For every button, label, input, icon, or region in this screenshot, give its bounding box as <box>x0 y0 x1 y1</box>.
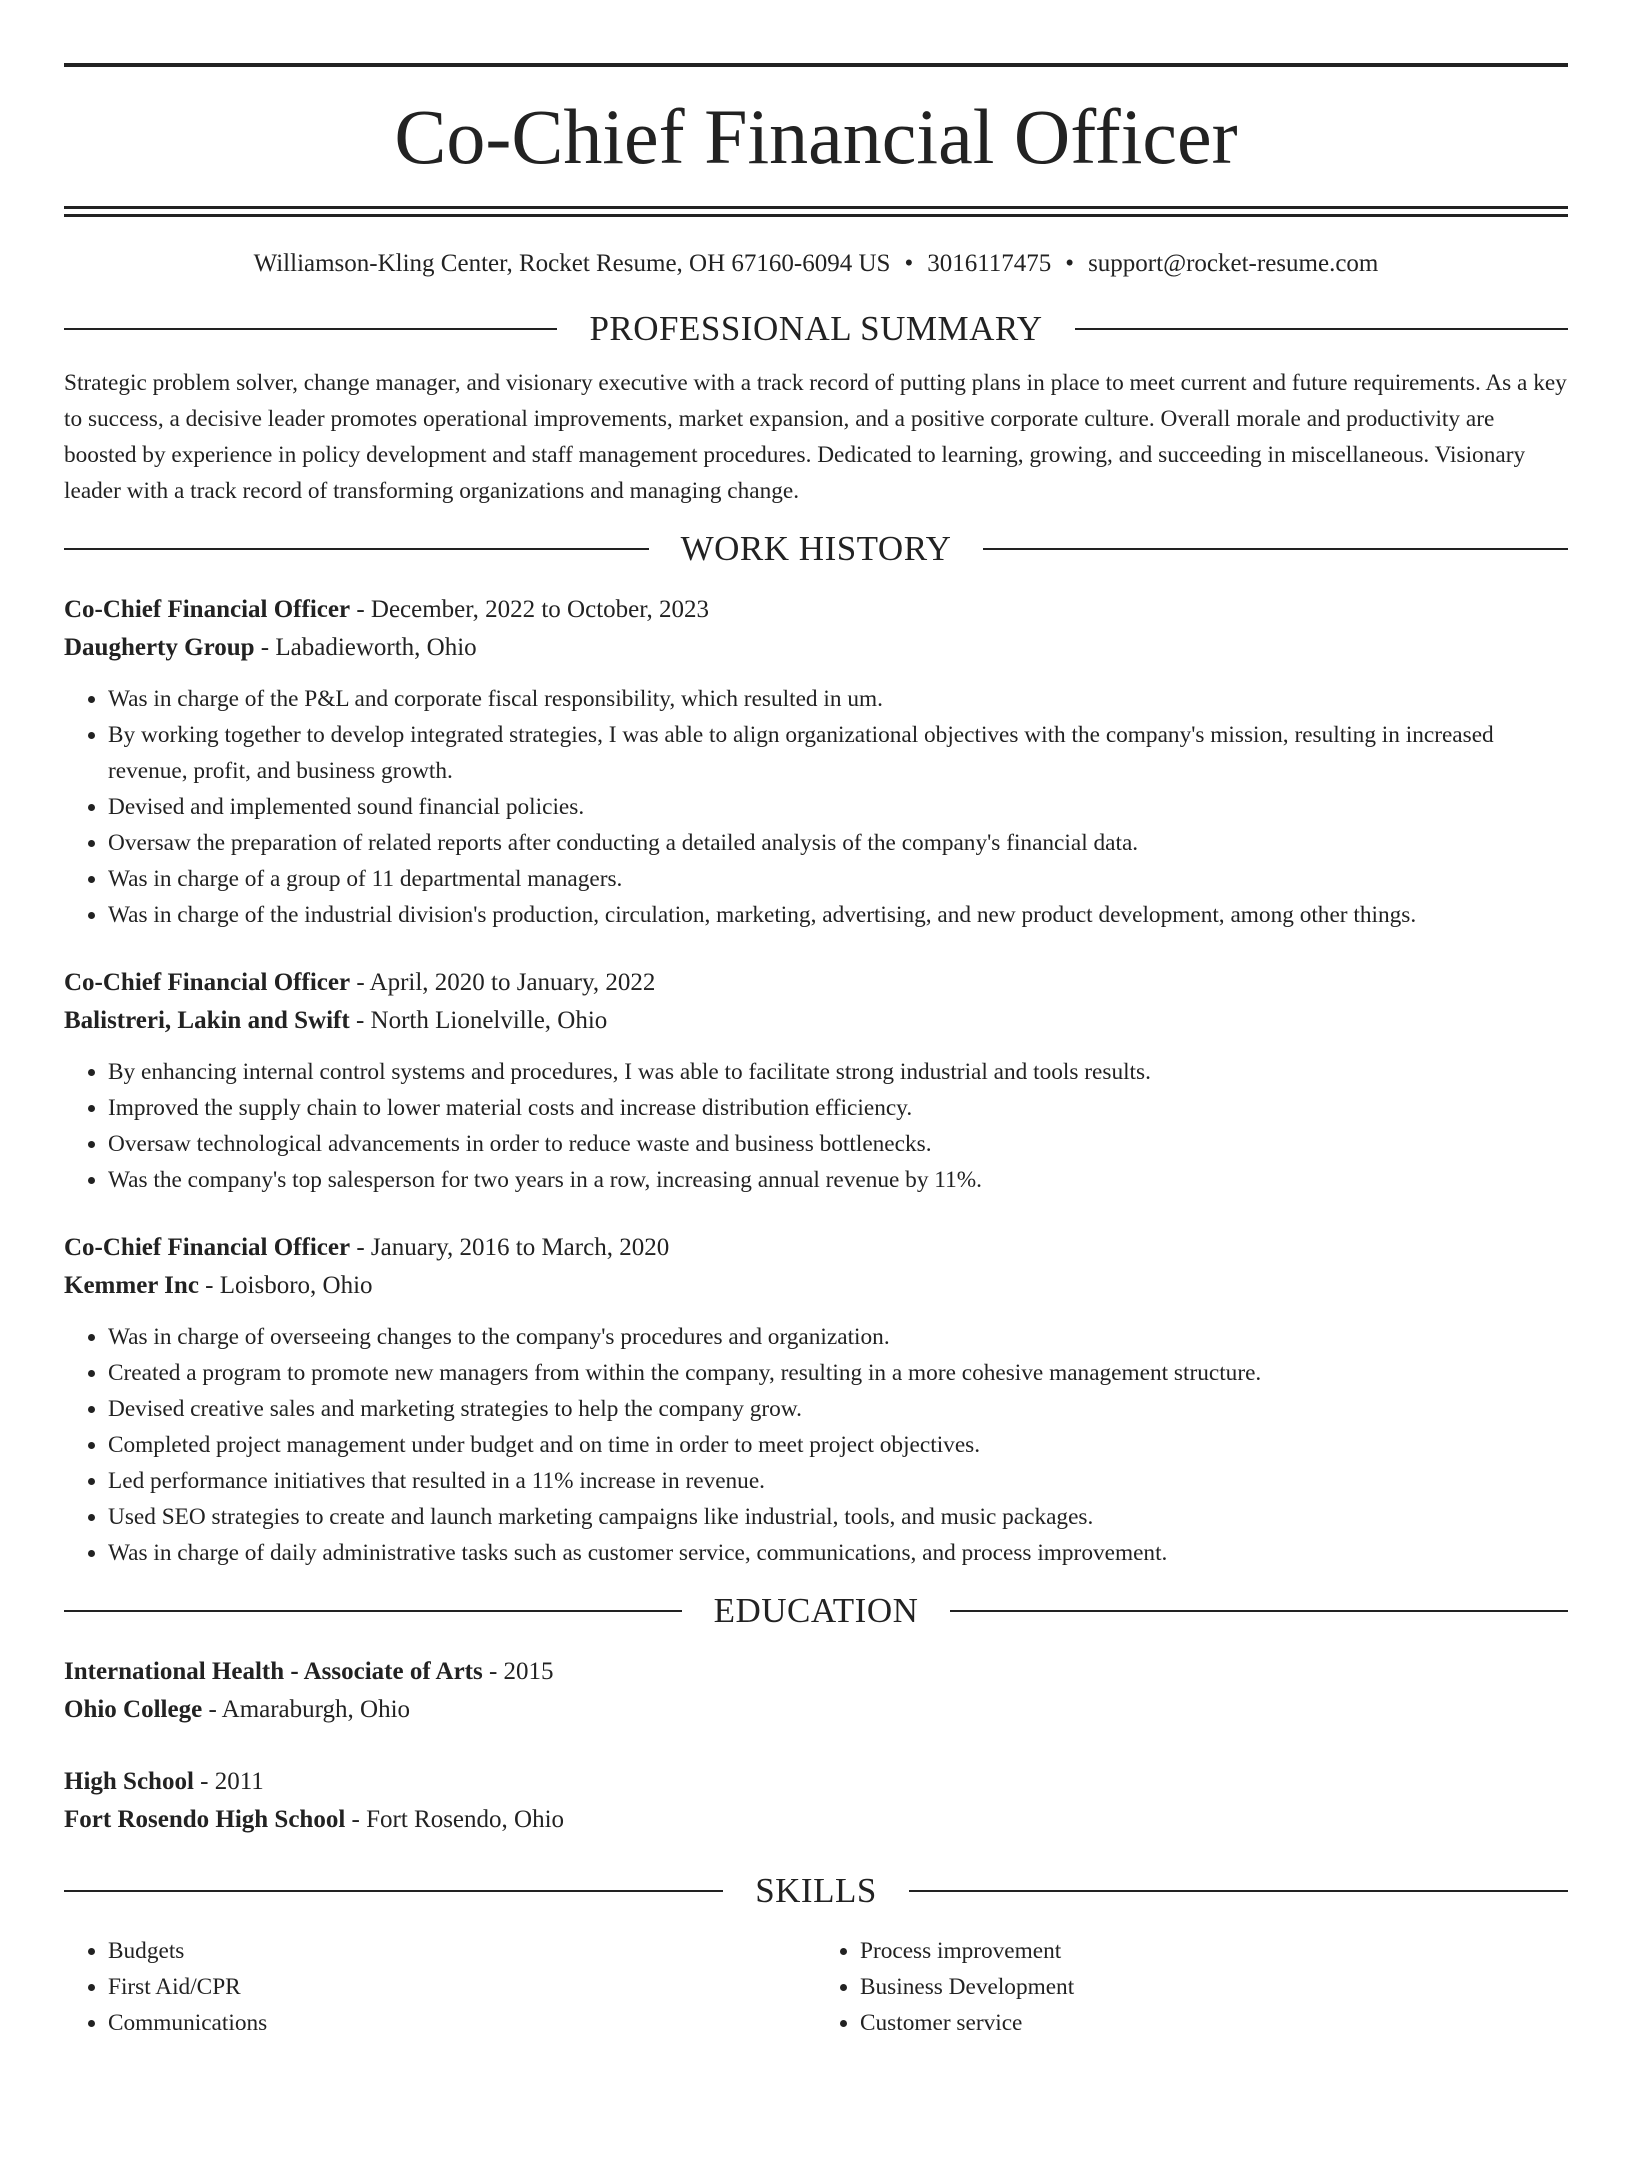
resume-title: Co-Chief Financial Officer <box>394 93 1238 180</box>
job-company: Balistreri, Lakin and Swift <box>64 1007 350 1034</box>
job-title-line <box>64 964 1568 1002</box>
job-company-line <box>64 1267 1568 1305</box>
job-title-line <box>64 1229 1568 1267</box>
section-title: EDUCATION <box>713 1591 919 1630</box>
title-double-rule <box>64 206 1568 217</box>
list-item: • Oversaw technological advancements in order to reduce waste and business bottlenecks. <box>108 1126 1568 1162</box>
section-title: SKILLS <box>755 1871 877 1910</box>
section-title: PROFESSIONAL SUMMARY <box>589 309 1043 348</box>
education-school-line <box>64 1801 1568 1839</box>
section-rule-right <box>983 548 1568 550</box>
job-location: - North Lionelville, Ohio <box>349 1007 608 1034</box>
skill-item: • Communications <box>108 2005 816 2041</box>
education-degree: High School <box>64 1768 194 1795</box>
list-item: • Used SEO strategies to create and launch marketing campaigns like industrial, tools, and music packages. <box>108 1499 1568 1535</box>
section-rule-left <box>64 328 557 330</box>
skill-item: • Customer service <box>860 2005 1568 2041</box>
summary-text: Strategic problem solver, change manager, and visionary executive with a track record of putting plans in place to meet current and future requirements. As a key to success, a decisive leader promotes operational improvements, market expansion, and a positive corporate culture. Overall morale and productivity are boosted by experience in policy development and staff management procedures. Dedicated to learning, growing, and succeeding in miscellaneous. Visionary leader with a track record of transforming organizations and managing change. <box>64 370 1567 504</box>
section-header-work <box>64 527 1568 571</box>
list-item: • Created a program to promote new managers from within the company, resulting in a more cohesive management structure. <box>108 1355 1568 1391</box>
list-item: • Was in charge of overseeing changes to the company's procedures and organization. <box>108 1319 1568 1355</box>
section-rule-right <box>909 1890 1568 1892</box>
education-degree: International Health - Associate of Arts <box>64 1658 483 1685</box>
education-degree-line <box>64 1763 1568 1801</box>
contact-separator: • <box>904 250 914 277</box>
list-item: • By enhancing internal control systems and procedures, I was able to facilitate strong industrial and tools results. <box>108 1054 1568 1090</box>
skill-item: • First Aid/CPR <box>108 1969 816 2005</box>
list-item: • Led performance initiatives that resulted in a 11% increase in revenue. <box>108 1463 1568 1499</box>
job-company: Kemmer Inc <box>64 1272 199 1299</box>
education-entry <box>64 1653 1568 1729</box>
section-rule-left <box>64 1890 723 1892</box>
skills-list-left <box>64 1933 816 2041</box>
job-company-line <box>64 1002 1568 1040</box>
top-rule <box>64 63 1568 67</box>
job-dates: - January, 2016 to March, 2020 <box>350 1234 670 1261</box>
list-item: • Was in charge of a group of 11 departmental managers. <box>108 861 1568 897</box>
section-rule-right <box>1075 328 1568 330</box>
section-header-skills <box>64 1869 1568 1913</box>
list-item: • Devised and implemented sound financial policies. <box>108 789 1568 825</box>
job-dates: - December, 2022 to October, 2023 <box>350 596 710 623</box>
job-bullets <box>64 1054 1568 1198</box>
job-title-line <box>64 591 1568 629</box>
job-entry <box>64 591 1568 933</box>
section-rule-left <box>64 1610 682 1612</box>
list-item: • Completed project management under budget and on time in order to meet project objectives. <box>108 1427 1568 1463</box>
job-company-line <box>64 629 1568 667</box>
skills-list-right <box>816 1933 1568 2041</box>
list-item: • Devised creative sales and marketing strategies to help the company grow. <box>108 1391 1568 1427</box>
list-item: • Oversaw the preparation of related reports after conducting a detailed analysis of the company's financial data. <box>108 825 1568 861</box>
list-item: • Was in charge of daily administrative tasks such as customer service, communications, and process improvement. <box>108 1535 1568 1571</box>
skill-item: • Business Development <box>860 1969 1568 2005</box>
education-year: - 2015 <box>482 1658 554 1685</box>
skill-item: • Budgets <box>108 1933 816 1969</box>
education-entry <box>64 1763 1568 1839</box>
section-rule-left <box>64 548 649 550</box>
list-item: • By working together to develop integrated strategies, I was able to align organizational objectives with the company's mission, resulting in increased revenue, profit, and business growth. <box>108 717 1568 789</box>
job-entry <box>64 964 1568 1198</box>
section-rule-right <box>950 1610 1568 1612</box>
education-location: - Amaraburgh, Ohio <box>202 1696 411 1723</box>
job-title: Co-Chief Financial Officer <box>64 969 351 996</box>
skill-item: • Process improvement <box>860 1933 1568 1969</box>
education-year: - 2011 <box>193 1768 264 1795</box>
resume-page <box>64 63 1568 2041</box>
contact-separator: • <box>1065 250 1075 277</box>
job-title: Co-Chief Financial Officer <box>64 1234 351 1261</box>
job-dates: - April, 2020 to January, 2022 <box>350 969 656 996</box>
job-company: Daugherty Group <box>64 634 255 661</box>
education-school: Ohio College <box>64 1696 203 1723</box>
section-title: WORK HISTORY <box>680 529 952 568</box>
list-item: • Was the company's top salesperson for two years in a row, increasing annual revenue by 11%. <box>108 1162 1568 1198</box>
job-bullets <box>64 1319 1568 1571</box>
contact-line <box>64 247 1568 281</box>
job-location: - Labadieworth, Ohio <box>254 634 477 661</box>
contact-email: support@rocket-resume.com <box>1088 250 1379 277</box>
list-item: • Was in charge of the P&L and corporate fiscal responsibility, which resulted in um. <box>108 681 1568 717</box>
list-item: • Improved the supply chain to lower material costs and increase distribution efficiency. <box>108 1090 1568 1126</box>
contact-phone: 3016117475 <box>927 250 1052 277</box>
job-bullets <box>64 681 1568 933</box>
education-location: - Fort Rosendo, Ohio <box>345 1806 565 1833</box>
list-item: • Was in charge of the industrial division's production, circulation, marketing, advertising, and new product development, among other things. <box>108 897 1568 933</box>
education-school: Fort Rosendo High School <box>64 1806 346 1833</box>
skills-columns <box>64 1933 1568 2041</box>
education-school-line <box>64 1691 1568 1729</box>
job-title: Co-Chief Financial Officer <box>64 596 351 623</box>
section-header-summary <box>64 307 1568 351</box>
contact-address: Williamson-Kling Center, Rocket Resume, OH 67160-6094 US <box>253 250 891 277</box>
job-entry <box>64 1229 1568 1571</box>
section-header-education <box>64 1589 1568 1633</box>
education-degree-line <box>64 1653 1568 1691</box>
job-location: - Loisboro, Ohio <box>198 1272 373 1299</box>
